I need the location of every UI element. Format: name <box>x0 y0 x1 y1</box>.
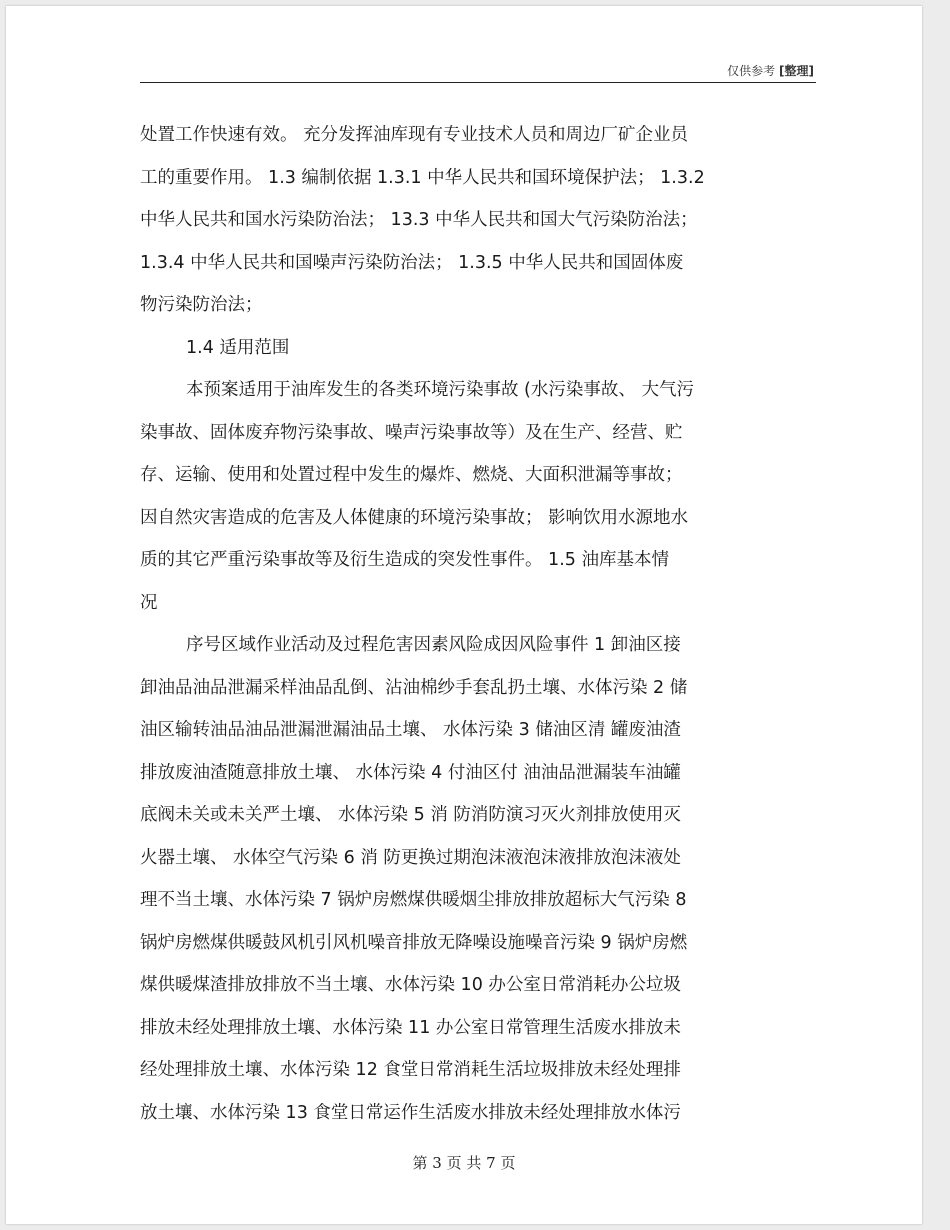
header-text <box>727 62 814 79</box>
text-line: 因自然灾害造成的危害及人体健康的环境污染事故； 影响饮用水源地水 <box>140 507 689 528</box>
text-line: 序号区域作业活动及过程危害因素风险成因风险事件 1 卸油区接 <box>186 635 681 655</box>
text-line: 锅炉房燃煤供暖鼓风机引风机噪音排放无降噪设施噪音污染 9 锅炉房燃 <box>140 932 688 953</box>
text-line: 油区输转油品油品泄漏泄漏油品土壤、 水体污染 3 储油区清 罐废油渣 <box>140 720 681 740</box>
text-line: 况 <box>140 592 158 613</box>
text-line: 染事故、固体废弃物污染事故、噪声污染事故等）及在生产、经营、贮 <box>140 422 683 443</box>
header-label: 仅供参考 <box>727 64 776 78</box>
text-line: 存、运输、使用和处置过程中发生的爆炸、燃烧、大面积泄漏等事故； <box>140 465 683 485</box>
text-line: 排放废油渣随意排放土壤、 水体污染 4 付油区付 油油品泄漏装车油罐 <box>140 762 681 783</box>
text-line: 中华人民共和国水污染防治法； 13.3 中华人民共和国大气污染防治法； <box>140 210 698 230</box>
section-heading: 1.4 适用范围 <box>186 337 290 358</box>
text-line: 工的重要作用。 1.3 编制依据 1.3.1 中华人民共和国环境保护法； 1.3.2 <box>140 167 705 188</box>
text-line: 煤供暖煤渣排放排放不当土壤、水体污染 10 办公室日常消耗办公垃圾 <box>140 975 681 995</box>
text-line: 卸油品油品泄漏采样油品乱倒、沾油棉纱手套乱扔土壤、水体污染 2 储 <box>140 677 688 698</box>
page-number: 第 3 页 共 7 页 <box>412 1154 516 1172</box>
text-line: 火器土壤、 水体空气污染 6 消 防更换过期泡沫液泡沫液排放泡沫液处 <box>140 847 681 868</box>
text-line: 放土壤、水体污染 13 食堂日常运作生活废水排放未经处理排放水体污 <box>140 1102 681 1123</box>
text-line: 1.3.4 中华人民共和国噪声污染防治法； 1.3.5 中华人民共和国固体废 <box>140 252 684 273</box>
document-body <box>140 114 820 1134</box>
page-header <box>140 62 816 83</box>
text-line: 物污染防治法； <box>140 295 263 315</box>
text-line: 本预案适用于油库发生的各类环境污染事故 (水污染事故、 大气污 <box>186 380 694 400</box>
header-tag: [整理] <box>779 64 814 78</box>
text-line: 经处理排放土壤、水体污染 12 食堂日常消耗生活垃圾排放未经处理排 <box>140 1060 681 1080</box>
text-line: 质的其它严重污染事故等及衍生造成的突发性事件。 1.5 油库基本情 <box>140 550 669 570</box>
text-line: 理不当土壤、水体污染 7 锅炉房燃煤供暖烟尘排放排放超标大气污染 8 <box>140 890 687 910</box>
text-line: 底阀未关或未关严土壤、 水体污染 5 消 防消防演习灭火剂排放使用灭 <box>140 805 681 825</box>
text-line: 处置工作快速有效。 充分发挥油库现有专业技术人员和周边厂矿企业员 <box>140 125 689 145</box>
document-page <box>6 6 922 1224</box>
text-line: 排放未经处理排放土壤、水体污染 11 办公室日常管理生活废水排放未 <box>140 1017 681 1038</box>
